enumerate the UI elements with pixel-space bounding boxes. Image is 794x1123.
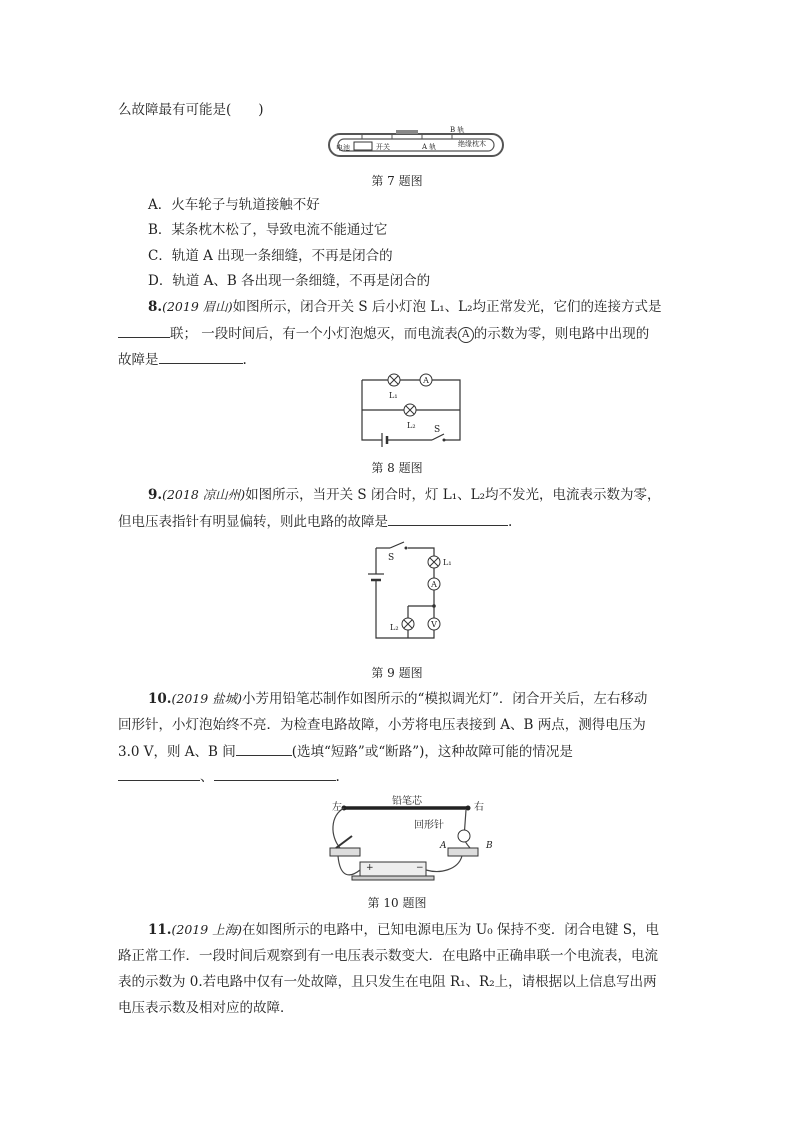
q8-period: .	[242, 352, 247, 368]
q11-number: 11.	[148, 922, 172, 938]
q8-source: (2019 眉山)	[162, 299, 233, 314]
q8-fig-meter-a: A	[423, 376, 429, 385]
q11-line1	[148, 920, 659, 940]
q8-line1	[148, 297, 662, 317]
q10-fig-left: 左	[332, 802, 342, 813]
q10-line4	[118, 766, 340, 787]
q10-fig-right: 右	[474, 802, 484, 813]
q8-blank-fault[interactable]	[159, 349, 243, 364]
q8-text3: 故障是	[118, 352, 159, 368]
q9-line1	[148, 485, 661, 505]
q7-option-d: D．轨道 A、B 各出现一条细缝，不再是闭合的	[148, 273, 431, 289]
q10-period: .	[335, 769, 340, 785]
q9-number: 9.	[148, 487, 163, 503]
q10-fig-minus: −	[416, 863, 424, 873]
q7-figure-track-circuit	[322, 126, 522, 166]
q8-text2a: 联； 一段时间后，有一个小灯泡熄灭，而电流表	[170, 326, 458, 342]
q10-dimmer-figure	[322, 794, 502, 886]
q7-fig-battery-label: 电池	[336, 144, 350, 152]
q9-figure-caption: 第 9 题图	[371, 666, 423, 680]
q10-fig-plus: +	[366, 863, 374, 873]
q10-separator: 、	[200, 769, 214, 785]
q10-blank-case1[interactable]	[118, 766, 200, 781]
q7-stem-tail: 么故障最有可能是( )	[118, 102, 264, 118]
q8-ammeter-symbol: A	[458, 327, 474, 343]
q8-fig-l1: L₁	[389, 391, 398, 400]
q10-text3a: 3.0 V，则 A、B 间	[118, 744, 236, 760]
q9-fig-meter-v: V	[431, 620, 437, 629]
q11-line2: 路正常工作．一段时间后观察到有一电压表示数变大．在电路中正确串联一个电流表，电流	[118, 948, 658, 964]
q8-line2	[118, 323, 649, 344]
q11-line4: 电压表示数及相对应的故障．	[118, 1000, 294, 1016]
q9-line2	[118, 511, 512, 532]
q10-text3b: (选填“短路”或“断路”)，这种故障可能的情况是	[291, 744, 573, 760]
q8-figure-caption: 第 8 题图	[371, 461, 423, 475]
q11-text1: 在如图所示的电路中，已知电源电压为 U₀ 保持不变．闭合电键 S，电	[242, 922, 659, 938]
q9-period: .	[508, 514, 513, 530]
q7-figure-caption: 第 7 题图	[371, 174, 423, 188]
q10-fig-clip: 回形针	[414, 820, 444, 831]
q7-option-c: C．轨道 A 出现一条细缝，不再是闭合的	[148, 248, 393, 264]
q9-fig-s: S	[388, 553, 395, 563]
q7-option-b: B．某条枕木松了，导致电流不能通过它	[148, 222, 388, 238]
q7-fig-rail-a-label: A 轨	[422, 143, 437, 151]
q9-circuit-figure	[368, 538, 458, 656]
q11-source: (2019 上海)	[171, 922, 243, 937]
q9-text2: 但电压表指针有明显偏转，则此电路的故障是	[118, 514, 388, 530]
q10-source: (2019 盐城)	[171, 691, 243, 706]
q8-line3	[118, 349, 247, 370]
q10-text1: 小芳用铅笔芯制作如图所示的“模拟调光灯”．闭合开关后，左右移动	[242, 691, 648, 707]
q7-option-a: A．火车轮子与轨道接触不好	[148, 197, 320, 213]
q9-fig-l2: L₂	[390, 623, 399, 632]
q9-blank-fault[interactable]	[388, 511, 508, 526]
q10-fig-a: A	[440, 841, 447, 851]
q8-circuit-figure	[356, 370, 466, 446]
q8-blank-connection[interactable]	[118, 323, 170, 338]
q8-text2b: 的示数为零，则电路中出现的	[473, 326, 650, 342]
q10-figure-caption: 第 10 题图	[367, 896, 427, 910]
q11-line3: 表的示数为 0.若电路中仅有一处故障，且只发生在电阻 R₁、R₂上，请根据以上信息写出两	[118, 974, 657, 990]
q10-number: 10.	[148, 691, 172, 707]
q9-text1: 如图所示，当开关 S 闭合时，灯 L₁、L₂均不发光，电流表示数为零，	[245, 487, 661, 503]
q7-fig-rail-b-label: B 轨	[450, 126, 465, 134]
q7-fig-sleeper-label: 绝缘枕木	[458, 140, 486, 148]
q10-fig-lead: 铅笔芯	[392, 796, 422, 807]
q10-blank-type[interactable]	[236, 741, 292, 756]
q8-number: 8.	[148, 299, 163, 315]
q8-fig-s: S	[434, 425, 441, 435]
q9-source: (2018 凉山州)	[162, 487, 246, 502]
q7-fig-switch-label: 开关	[376, 143, 390, 151]
q8-fig-l2: L₂	[407, 421, 416, 430]
q10-line3	[118, 741, 573, 762]
q9-fig-meter-a: A	[431, 580, 437, 589]
q8-text1: 如图所示，闭合开关 S 后小灯泡 L₁、L₂均正常发光，它们的连接方式是	[232, 299, 662, 315]
q9-fig-l1: L₁	[443, 558, 452, 567]
q10-blank-case2[interactable]	[214, 766, 336, 781]
q10-line1	[148, 689, 647, 709]
q10-line2: 回形针，小灯泡始终不亮．为检查电路故障，小芳将电压表接到 A、B 两点，测得电压为	[118, 717, 646, 733]
q10-fig-b: B	[486, 841, 493, 851]
